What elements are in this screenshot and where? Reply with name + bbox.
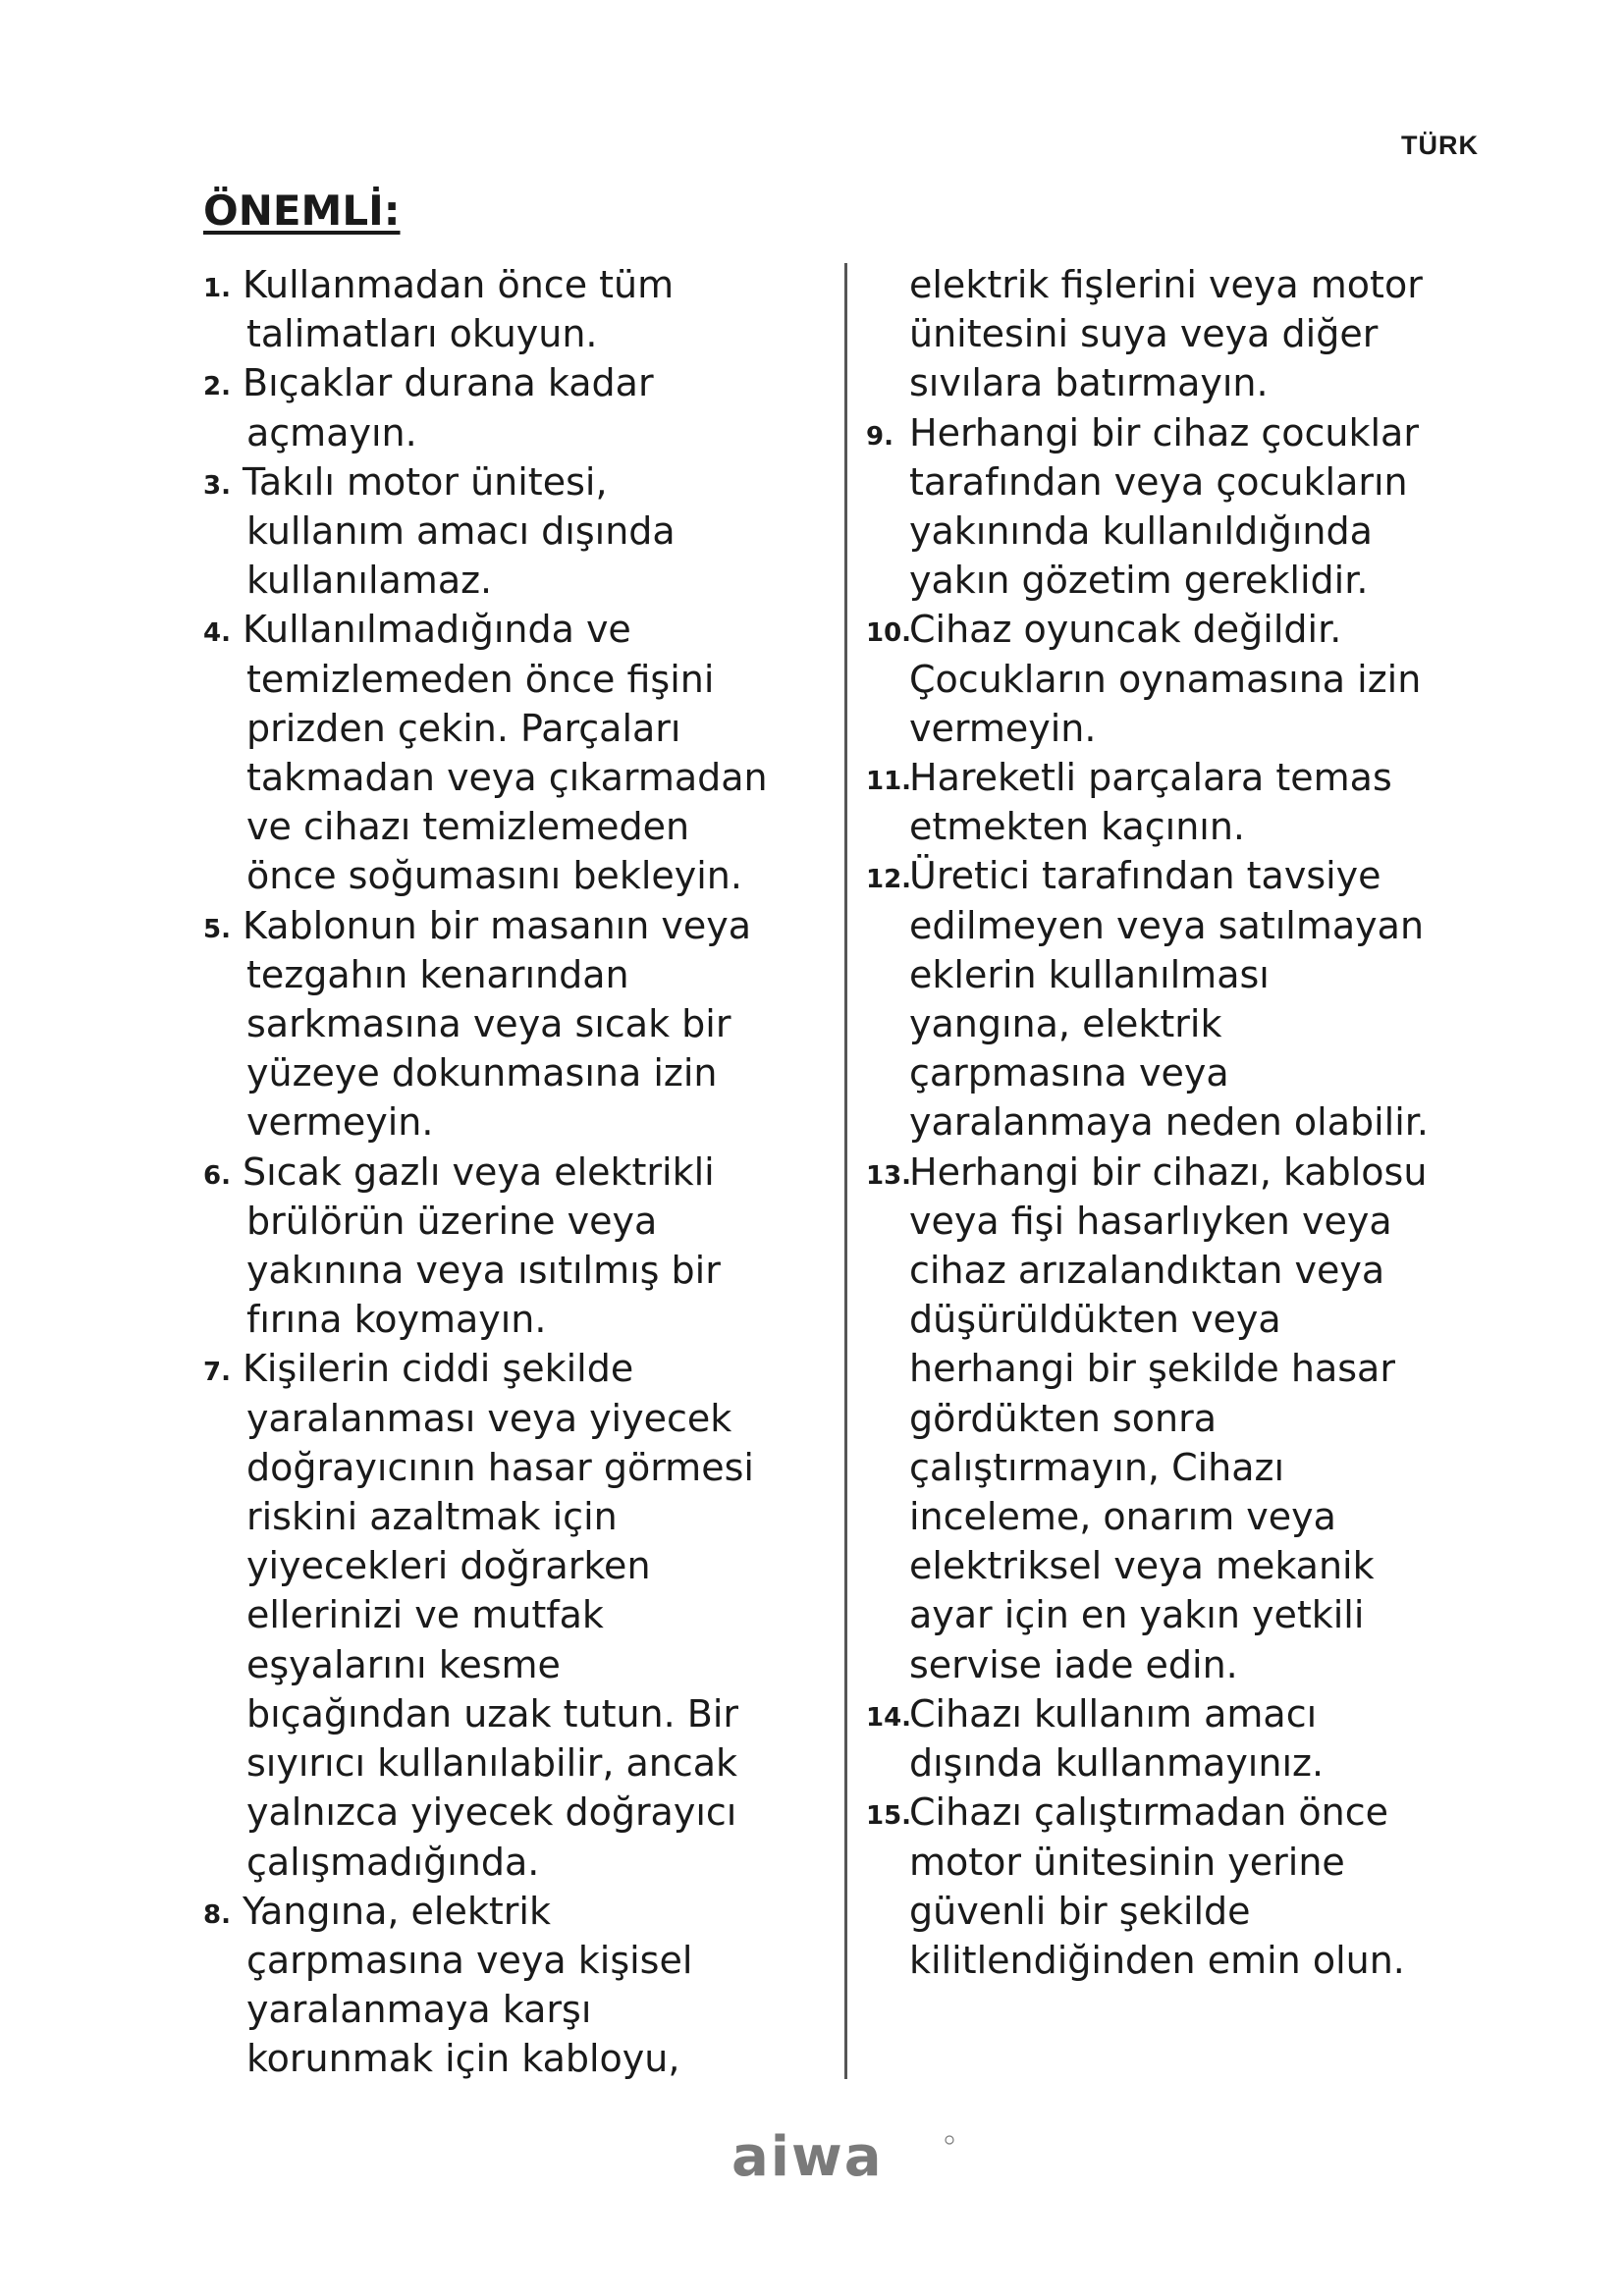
item-text-line: doğrayıcının hasar görmesi — [246, 1445, 754, 1489]
item-text-line: temizlemeden önce fişini — [246, 657, 715, 701]
page-heading: ÖNEMLİ: — [203, 187, 401, 235]
item-text-line: yüzeye dokunmasına izin — [246, 1051, 718, 1095]
item-text-line: yalnızca yiyecek doğrayıcı — [246, 1790, 737, 1835]
list-item — [203, 605, 832, 900]
item-number: 10. — [866, 618, 912, 649]
item-number: 11. — [866, 767, 912, 797]
item-number: 14. — [866, 1702, 912, 1733]
item-number: 6. — [203, 1160, 231, 1191]
item-text-line: yaralanmaya neden olabilir. — [909, 1100, 1429, 1145]
item-text-line: çarpmasına veya kişisel — [246, 1938, 693, 1982]
item-text-line: Cihazı kullanım amacı — [909, 1691, 1318, 1735]
item-text-line: eklerin kullanılması — [909, 952, 1270, 996]
item-text-line: yaralanması veya yiyecek — [246, 1396, 732, 1440]
item-number: 13. — [866, 1160, 912, 1191]
item-text-line: gördükten sonra — [909, 1396, 1218, 1440]
item-text-line: Herhangi bir cihazı, kablosu — [909, 1149, 1428, 1194]
list-item — [866, 851, 1494, 1147]
item-text-line: Bıçaklar durana kadar — [243, 361, 654, 405]
item-text-line: Cihazı çalıştırmadan önce — [909, 1790, 1389, 1835]
item-text-line: vermeyin. — [909, 706, 1097, 750]
list-item — [203, 1344, 832, 1886]
list-item — [203, 901, 832, 1148]
item-text-line: dışında kullanmayınız. — [909, 1741, 1325, 1786]
item-number: 15. — [866, 1801, 912, 1832]
aiwa-logo — [731, 2128, 957, 2187]
list-item — [203, 358, 832, 456]
item-text-line: ünitesini suya veya diğer — [909, 312, 1379, 356]
item-text-line: bıçağından uzak tutun. Bir — [246, 1691, 739, 1735]
item-text-line: kullanılamaz. — [246, 559, 493, 603]
column-divider — [844, 263, 847, 2079]
logo-text: aiwa — [731, 2128, 884, 2187]
item-text-line: tarafından veya çocukların — [909, 459, 1408, 504]
list-item — [203, 457, 832, 606]
item-text-line: kullanım amacı dışında — [246, 509, 676, 554]
list-item — [866, 605, 1494, 753]
item-text-line: Hareketli parçalara temas — [909, 756, 1392, 800]
list-item — [866, 753, 1494, 851]
list-item — [866, 1148, 1494, 1689]
item-text-line: Cihaz oyuncak değildir. — [909, 608, 1342, 652]
list-item-continuation — [866, 260, 1494, 408]
item-text-line: sarkmasına veya sıcak bir — [246, 1002, 731, 1046]
list-item — [203, 260, 832, 358]
item-text-line: yakınına veya ısıtılmış bir — [246, 1249, 721, 1293]
item-text-line: ve cihazı temizlemeden — [246, 805, 690, 849]
item-text-line: Takılı motor ünitesi, — [243, 459, 608, 504]
item-text-line: brülörün üzerine veya — [246, 1199, 658, 1243]
item-text-line: prizden çekin. Parçaları — [246, 706, 681, 750]
item-text-line: yangına, elektrik — [909, 1002, 1222, 1046]
item-text-line: Herhangi bir cihaz çocuklar — [909, 410, 1419, 454]
item-text-line: çarpmasına veya — [909, 1051, 1229, 1095]
item-text-line: yiyecekleri doğrarken — [246, 1544, 651, 1588]
item-number: 3. — [203, 470, 231, 501]
item-text-line: fırına koymayın. — [246, 1298, 547, 1342]
item-text-line: korunmak için kabloyu, — [246, 2037, 680, 2081]
list-item — [866, 1788, 1494, 1985]
item-text-line: güvenli bir şekilde — [909, 1889, 1251, 1933]
item-text-line: çalıştırmayın, Cihazı — [909, 1445, 1285, 1489]
item-text-line: yakın gözetim gereklidir. — [909, 559, 1369, 603]
item-text-line: Üretici tarafından tavsiye — [909, 854, 1381, 898]
item-number: 4. — [203, 618, 231, 649]
item-text-line: etmekten kaçının. — [909, 805, 1245, 849]
item-number: 1. — [203, 274, 231, 303]
item-text-line: elektriksel veya mekanik — [909, 1544, 1375, 1588]
item-text-line: Kullanılmadığında ve — [243, 608, 631, 652]
item-text-line: ellerinizi ve mutfak — [246, 1593, 604, 1637]
item-number: 5. — [203, 914, 231, 944]
item-number: 8. — [203, 1899, 231, 1930]
item-text-line: motor ünitesinin yerine — [909, 1840, 1345, 1884]
item-text-line: riskini azaltmak için — [246, 1495, 618, 1539]
item-text-line: yaralanmaya karşı — [246, 1988, 592, 2032]
item-text-line: Sıcak gazlı veya elektrikli — [243, 1149, 715, 1194]
item-number: 7. — [203, 1358, 231, 1388]
item-text-line: tezgahın kenarından — [246, 952, 629, 996]
list-item — [866, 1689, 1494, 1788]
item-text-line: Çocukların oynamasına izin — [909, 657, 1422, 701]
item-text-line: açmayın. — [246, 410, 417, 454]
language-label: TÜRK — [1401, 131, 1479, 160]
item-text-line: vermeyin. — [246, 1100, 434, 1145]
list-item — [203, 1887, 832, 2084]
item-text-line: eşyalarını kesme — [246, 1642, 561, 1686]
item-text-line: Kullanmadan önce tüm — [243, 263, 675, 306]
item-number: 9. — [866, 421, 893, 452]
item-text-line: çalışmadığında. — [246, 1840, 540, 1884]
item-text-line: takmadan veya çıkarmadan — [246, 756, 768, 800]
item-text-line: kilitlendiğinden emin olun. — [909, 1938, 1405, 1982]
item-text-line: yakınında kullanıldığında — [909, 509, 1373, 554]
item-text-line: edilmeyen veya satılmayan — [909, 903, 1425, 947]
left-column — [203, 260, 832, 2084]
item-text-line: düşürüldükten veya — [909, 1298, 1281, 1342]
item-text-line: elektrik fişlerini veya motor — [909, 263, 1423, 306]
item-text-line: sıyırıcı kullanılabilir, ancak — [246, 1741, 738, 1786]
item-number: 2. — [203, 372, 231, 402]
right-column — [866, 260, 1494, 1985]
item-text-line: veya fişi hasarlıyken veya — [909, 1199, 1392, 1243]
item-text-line: cihaz arızalandıktan veya — [909, 1249, 1385, 1293]
registered-mark-icon — [946, 2136, 953, 2144]
item-text-line: servise iade edin. — [909, 1642, 1238, 1686]
item-text-line: önce soğumasını bekleyin. — [246, 854, 742, 898]
item-text-line: inceleme, onarım veya — [909, 1495, 1336, 1539]
list-item — [866, 408, 1494, 606]
item-text-line: Yangına, elektrik — [243, 1889, 551, 1933]
item-text-line: sıvılara batırmayın. — [909, 361, 1269, 405]
item-text-line: Kablonun bir masanın veya — [243, 903, 752, 947]
item-text-line: talimatları okuyun. — [246, 312, 598, 356]
item-text-line: Kişilerin ciddi şekilde — [243, 1347, 634, 1391]
item-number: 12. — [866, 865, 912, 895]
list-item — [203, 1148, 832, 1345]
item-text-line: ayar için en yakın yetkili — [909, 1593, 1365, 1637]
item-text-line: herhangi bir şekilde hasar — [909, 1347, 1395, 1391]
